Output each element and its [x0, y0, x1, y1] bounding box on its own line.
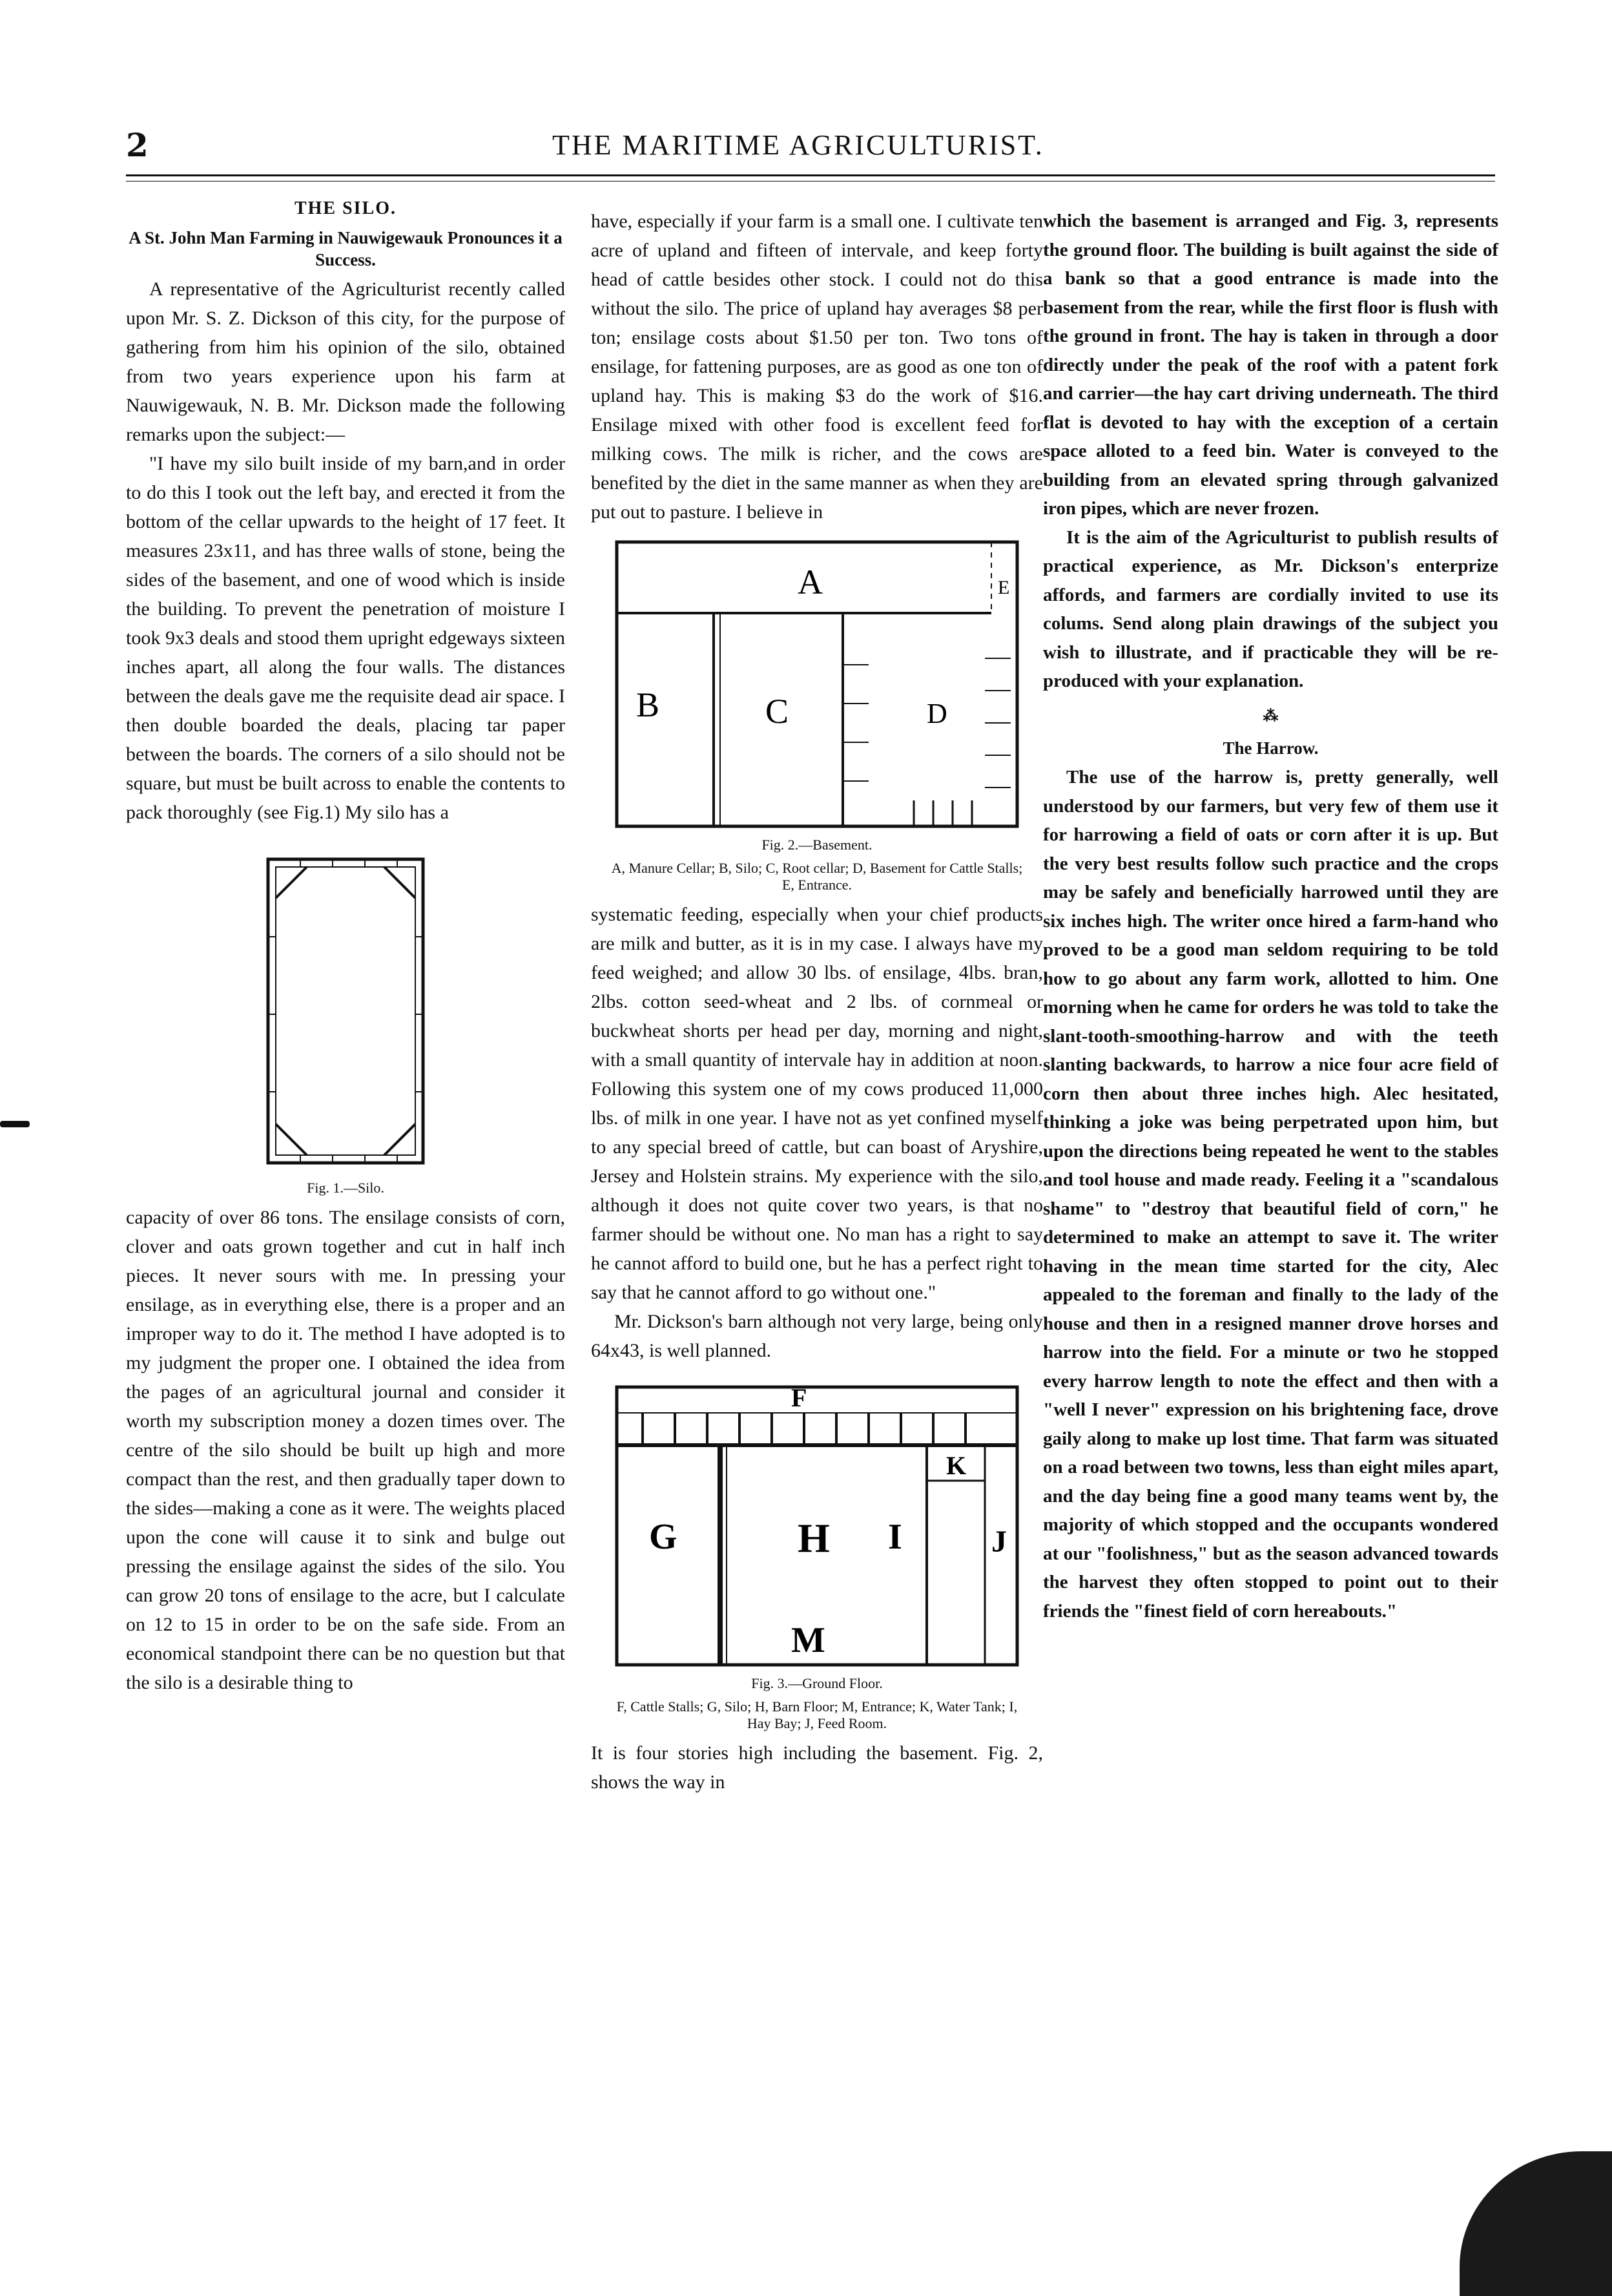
scan-mark: [1460, 2151, 1612, 2296]
figure-ground-floor: [604, 1374, 1030, 1732]
page-header: [126, 126, 1495, 171]
article-paragraph: capacity of over 86 tons. The ensilage consists of corn, clover and oats grown together and cut in half inch pieces. It never sours with me. In pressing your ensilage, as in everything else, there is a proper and an improper way to do it. The method I have adopted is to my judgment the proper one. I obtained the idea from the pages of an agricultural journal and consider it worth my subscription money a dozen times over. The centre of the silo should be built up high and more compact than the rest, and then gradually taper down to the sides—making a cone as it were. The weights placed upon the cone will cause it to sink and bulge out pressing the ensilage against the sides of the silo. You can grow 20 tons of ensilage to the acre, but I calculate on 12 to 15 in order to be on the safe side. From an economical standpoint there can be no question but that the silo is a desirable thing to: [126, 1207, 565, 1693]
article-paragraph: It is the aim of the Agriculturist to publish results of practical experience, as Mr. Dickson's enterprize affords, and farmers are cordially invited to use its colums. Send along plain drawings of the subject you wish to illustrate, and if practicable they will be re-produced with your explanation.: [1043, 527, 1498, 691]
scan-mark: [0, 1121, 30, 1127]
basement-diagram: [610, 536, 1024, 833]
article-subtitle: A St. John Man Farming in Nauwigewauk Pronounces it a Success.: [129, 228, 563, 269]
silo-diagram: [249, 853, 442, 1176]
column-1: [126, 194, 565, 1697]
column-3: [1043, 207, 1498, 1625]
label-I: I: [888, 1517, 902, 1557]
figure-silo: [249, 853, 442, 1196]
figure-ground-floor-caption: Fig. 3.—Ground Floor.: [751, 1675, 883, 1691]
section-divider: ⁂: [1263, 707, 1279, 725]
label-E: E: [998, 577, 1010, 598]
article-paragraph: systematic feeding, especially when your chief products are milk and butter, as it is in my case. I always have my feed weighed; and allow 30 lbs. of ensilage, 4lbs. bran, 2lbs. cotton seed-wheat and 2 lbs. of cornmeal or buckwheat shorts per head per day, morning and night, with a small quantity of intervale hay in addition at noon. Following this system one of my cows produced 11,000 lbs. of milk in one year. I have not as yet confined myself to any special breed of cattle, but can boast of Aryshire, Jersey and Holstein strains. My experience with the silo, although it does not quite cover two years, is that no farmer should be without one. No man has a right to say he cannot afford to build one, but he has a perfect right to say that he cannot afford to go without one.": [591, 904, 1043, 1303]
article-paragraph: "I have my silo built inside of my barn,and in order to do this I took out the left bay, and erected it from the bottom of the cellar upwards to the height of 17 feet. It measures 23x11, and has three walls of stone, being the sides of the basement, and one of wood which is inside the building. To prevent the penetration of moisture I took 9x3 deals and stood them upright edgeways sixteen inches apart, all along the four walls. The distances between the deals gave me the requisite dead air space. I then double boarded the deals, placing tar paper between the boards. The corners of a silo should not be square, but must be built across to enable the contents to pack thoroughly (see Fig.1) My silo has a: [126, 453, 565, 823]
column-2: [591, 207, 1043, 1797]
page-number: 2: [126, 126, 149, 164]
label-D: D: [927, 698, 947, 729]
label-J: J: [991, 1525, 1007, 1559]
figure-basement-legend: A, Manure Cellar; B, Silo; C, Root cellar; D, Basement for Cattle Stalls; E, Entrance.: [611, 860, 1023, 893]
article-title: THE SILO.: [294, 198, 397, 218]
label-M: M: [791, 1620, 825, 1660]
masthead-title: THE MARITIME AGRICULTURIST.: [552, 129, 1044, 161]
header-rule: [126, 174, 1495, 176]
label-G: G: [649, 1517, 677, 1557]
article-paragraph: It is four stories high including the basement. Fig. 2, shows the way in: [591, 1742, 1043, 1793]
figure-basement: [610, 536, 1024, 893]
header-rule-thin: [126, 181, 1495, 182]
figure-ground-floor-legend: F, Cattle Stalls; G, Silo; H, Barn Floor; M, Entrance; K, Water Tank; I, Hay Bay; J, Feed Room.: [616, 1698, 1018, 1731]
figure-silo-caption: Fig. 1.—Silo.: [307, 1180, 384, 1196]
ground-floor-diagram: [604, 1374, 1030, 1671]
label-H: H: [798, 1515, 830, 1561]
article-paragraph: A representative of the Agriculturist recently called upon Mr. S. Z. Dickson of this city, for the purpose of gathering from him his opinion of the silo, obtained from two years experience upon his farm at Nauwigewauk, N. B. Mr. Dickson made the following remarks upon the subject:—: [126, 278, 565, 445]
label-B: B: [636, 685, 660, 724]
label-K: K: [946, 1451, 967, 1480]
article-title-harrow: The Harrow.: [1223, 738, 1319, 758]
article-paragraph: Mr. Dickson's barn although not very large, being only 64x43, is well planned.: [591, 1311, 1043, 1361]
article-paragraph: have, especially if your farm is a small one. I cultivate ten acre of upland and fifteen of intervale, and keep forty head of cattle besides other stock. I could not do this without the silo. The price of upland hay averages $8 per ton; ensilage costs about $1.50 per ton. Two tons of ensilage, for fattening purposes, are as good as one ton of upland hay. This is making $3 do the work of $16. Ensilage mixed with other food is excellent feed for milking cows. The milk is richer, and the cows are benefited by the diet in the same manner as when they are put out to pasture. I believe in: [591, 211, 1043, 523]
label-F: F: [791, 1383, 807, 1412]
figure-basement-caption: Fig. 2.—Basement.: [761, 837, 873, 853]
label-C: C: [765, 692, 789, 731]
label-A: A: [798, 563, 823, 601]
article-paragraph: which the basement is arranged and Fig. 3, represents the ground floor. The building is built against the side of a bank so that a good entrance is made into the basement from the rear, while the first floor is flush with the ground in front. The hay is taken in through a door directly under the peak of the roof with a patent fork and carrier—the hay cart driving underneath. The third flat is devoted to hay with the exception of a certain space alloted to a feed bin. Water is conveyed to the building from an elevated spring through galvanized iron pipes, which are never frozen.: [1043, 211, 1498, 519]
article-paragraph: The use of the harrow is, pretty generally, well understood by our farmers, but very few of them use it for harrowing a field of oats or corn after it is up. But the very best results follow such practice and the crops may be safely and beneficially harrowed until they are six inches high. The writer once hired a farm-hand who proved to be a good man seldom requiring to be told how to go about any farm work, allotted to him. One morning when he came for orders he was told to take the slant-tooth-smoothing-harrow and with the teeth slanting backwards, to harrow a nice four acre field of corn then about three inches high. Alec hesitated, thinking a joke was being perpetrated upon him, but upon the directions being repeated he went to the stables and tool house and made ready. Feeling it a "scandalous shame" to "destroy that beautiful field of corn," he determined to make an attempt to save it. The writer having in the mean time started for the city, Alec appealed to the foreman and finally to the lady of the house and then in a resigned manner drove horses and harrow into the field. For a minute or two he stopped every harrow length to note the effect and then with a "well I never" expression on his brightening face, drove gaily along to make up lost time. That farm was situated on a road between two towns, less than eight miles apart, and the day being fine a good many teams went by, the majority of which stopped and the occupants wondered at our "foolishness," but as the season advanced towards the harvest they often stopped to point out to their friends the "finest field of corn hereabouts.": [1043, 767, 1498, 1622]
